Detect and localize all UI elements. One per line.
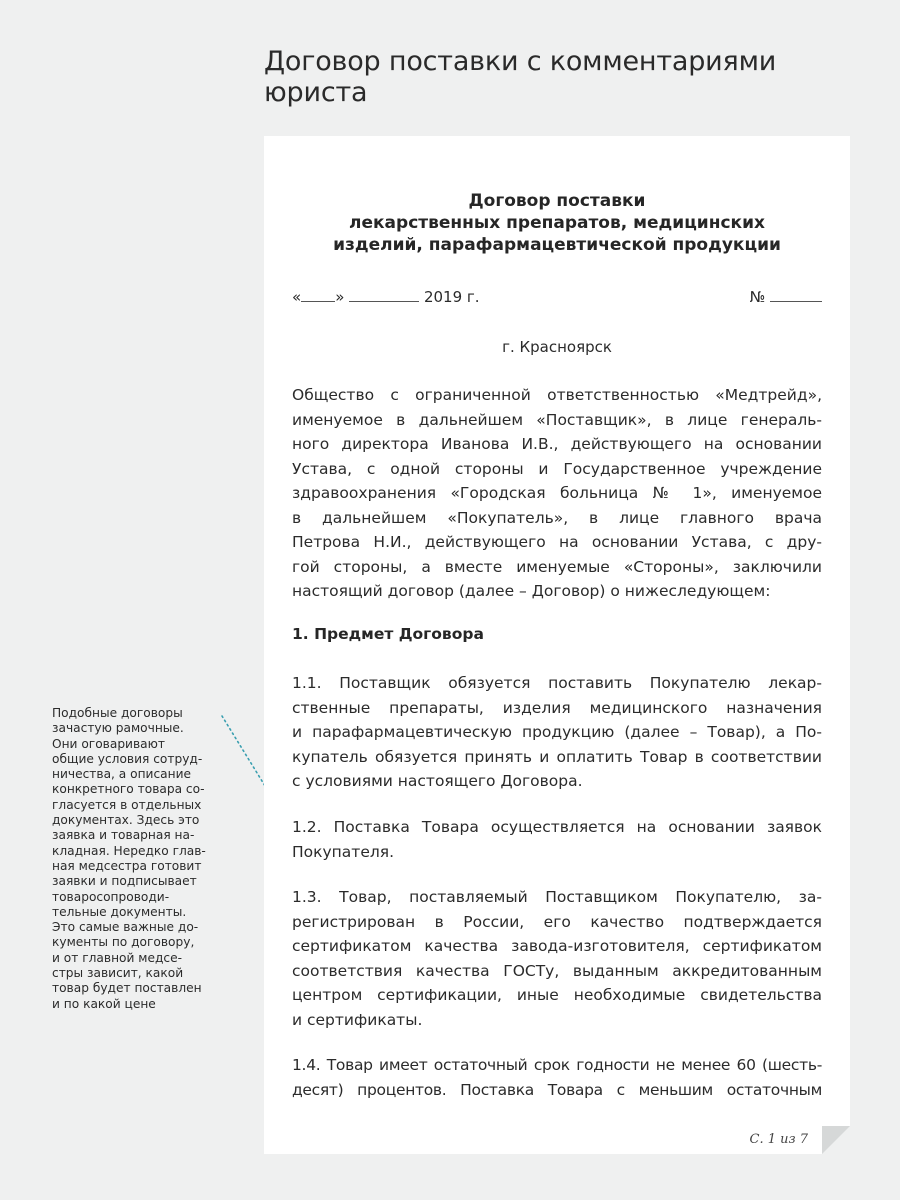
comment-line: и от главной медсе- [52, 950, 183, 965]
comment-line: зачастую рамочные. [52, 721, 184, 736]
lawyer-comment [52, 706, 242, 1012]
comment-line: Они оговаривают [52, 736, 165, 751]
section-title: 1. Предмет Договора [292, 625, 484, 643]
page-fold-corner [822, 1126, 850, 1154]
text-line: с условиями настоящего Договора. [292, 772, 583, 790]
text-line: регистрирован в России, его качество подтверждается [292, 912, 822, 931]
comment-line: товаросопроводи- [52, 889, 170, 904]
page-number: С. 1 из 7 [749, 1132, 808, 1147]
text-line: и сертификаты. [292, 1010, 423, 1029]
number-blank [770, 287, 822, 302]
text-line: в дальнейшем «Покупатель», в лице главного врача [292, 508, 822, 527]
text-line: гой стороны, а вместе именуемые «Стороны», заключили [292, 557, 822, 576]
text-line: соответствия качества ГОСТу, выданным аккредитованным [292, 961, 822, 980]
date-close-quote: » [335, 288, 345, 306]
text-line: Покупателя. [292, 842, 395, 861]
text-line: центром сертификации, иные необходимые свидетельства [292, 986, 822, 1004]
contract-number [750, 287, 822, 307]
city: г. Красноярск [502, 338, 612, 356]
comment-line: стры зависит, какой [52, 966, 184, 981]
clause-1-3 [292, 885, 822, 1032]
comment-line: и по какой цене [52, 996, 156, 1011]
day-blank [301, 287, 335, 302]
text-line: 1.1. Поставщик обязуется поставить Покупателю лекар- [292, 674, 822, 692]
comment-line: Подобные договоры [52, 706, 183, 720]
text-line: настоящий договор (далее – Договор) о нижеследующем: [292, 582, 771, 600]
text-line: купатель обязуется принять и оплатить Товар в соответствии [292, 747, 822, 766]
clause-1-4 [292, 1053, 822, 1102]
comment-line: общие условия сотруд- [52, 751, 203, 766]
number-sign: № [749, 288, 766, 306]
page-title-line-1: Договор поставки с комментариями [264, 46, 777, 77]
text-line: Общество с ограниченной ответственностью «Медтрейд», [292, 386, 822, 404]
document-page [264, 136, 850, 1154]
comment-line: тельные документы. [52, 904, 187, 919]
text-line: 1.3. Товар, поставляемый Поставщиком Покупателю, за- [292, 888, 822, 906]
comment-line: конкретного товара со- [52, 782, 205, 797]
clause-1-1 [292, 671, 822, 794]
text-line: Петрова Н.И., действующего на основании Устава, с дру- [292, 533, 822, 551]
comment-line: заявки и подписывает [52, 874, 197, 889]
text-line: сертификатом качества завода-изготовителя, сертификатом [292, 937, 822, 955]
document-heading [264, 190, 850, 256]
text-line: Устава, с одной стороны и Государственное учреждение [292, 459, 822, 478]
preamble-paragraph [292, 383, 822, 604]
comment-line: кладная. Нередко глав- [52, 843, 206, 858]
text-line: 1.4. Товар имеет остаточный срок годности не менее 60 (шесть- [292, 1056, 822, 1074]
text-line: десят) процентов. Поставка Товара с меньшим остаточным [292, 1080, 822, 1099]
heading-line: лекарственных препаратов, медицинских [349, 213, 765, 233]
heading-line: изделий, парафармацевтической продукции [333, 235, 781, 255]
text-line: именуемое в дальнейшем «Поставщик», в лице генераль- [292, 410, 822, 429]
comment-line: ничества, а описание [52, 767, 192, 782]
comment-line: ная медсестра готовит [52, 858, 202, 873]
text-line: 1.2. Поставка Товара осуществляется на основании заявок [292, 818, 822, 836]
comment-line: заявка и товарная на- [52, 828, 195, 843]
text-line: здравоохранения «Городская больница № 1», именуемое [292, 484, 822, 502]
comment-line: Это самые важные до- [52, 920, 199, 935]
date-line [292, 287, 822, 307]
date-year: 2019 г. [423, 288, 480, 306]
page-title-line-2: юриста [264, 77, 368, 108]
date-open-quote: « [292, 288, 302, 306]
month-blank [349, 287, 419, 302]
comment-line: документах. Здесь это [52, 813, 200, 828]
text-line: и парафармацевтическую продукцию (далее – Товар), а По- [292, 723, 822, 741]
text-line: ного директора Иванова И.В., действующего на основании [292, 435, 822, 453]
comment-line: гласуется в отдельных [52, 797, 202, 812]
text-line: ственные препараты, изделия медицинского назначения [292, 698, 822, 717]
comment-line: товар будет поставлен [52, 981, 202, 996]
heading-line: Договор поставки [468, 191, 646, 211]
clause-1-2 [292, 815, 822, 864]
comment-line: кументы по договору, [52, 935, 195, 950]
